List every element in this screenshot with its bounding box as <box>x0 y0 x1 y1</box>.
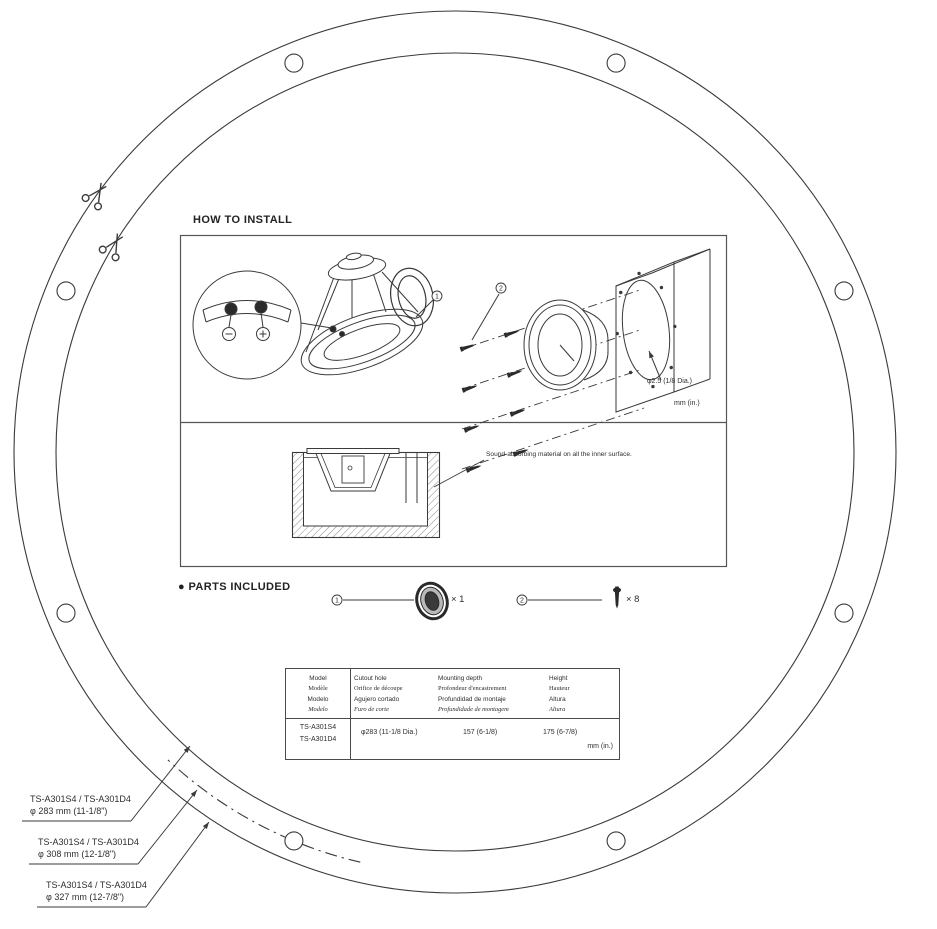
enclosure-illustration <box>293 449 485 538</box>
screw-icon <box>464 423 481 432</box>
part1-marker: 1 <box>335 597 339 605</box>
screw-icon <box>466 463 483 472</box>
outer-cut-circle-327 <box>14 11 896 893</box>
part2-marker: 2 <box>520 597 524 605</box>
bullet-icon: ● <box>178 581 186 593</box>
screw-icon <box>504 328 521 337</box>
pilot-hole-label: φ2.5 (1/8 Dia.) <box>647 378 693 385</box>
install-title: HOW TO INSTALL <box>193 214 293 226</box>
cut-label-model: TS-A301S4 / TS-A301D4 <box>46 880 147 890</box>
parts-title: PARTS INCLUDED <box>188 581 291 593</box>
part1-qty: × 1 <box>451 594 465 605</box>
cut-label-model: TS-A301S4 / TS-A301D4 <box>38 837 139 847</box>
mounting-wall-illustration <box>616 249 710 412</box>
screw-icon <box>460 342 477 351</box>
row-model: TS-A301S4 TS-A301D4 <box>299 724 337 743</box>
cut-label-283 <box>30 793 131 817</box>
cut-label-model: TS-A301S4 / TS-A301D4 <box>30 794 131 804</box>
table-header-divider <box>286 718 619 719</box>
cut-label-308 <box>38 836 139 860</box>
svg-text:1: 1 <box>435 293 439 301</box>
header-model: Model Modèle Modelo Modelo <box>307 675 329 714</box>
header-cutout: Cutout hole Orifice de découpe Agujero cortado Furo de corte <box>354 675 403 714</box>
absorbing-note: Sound-absorbing material on all the inner surface. <box>486 451 632 458</box>
bolt-circle-dashline-308 <box>168 760 360 862</box>
install-step1-marker <box>416 291 442 317</box>
table-units-label: mm (in.) <box>587 743 613 750</box>
spec-table <box>285 668 620 760</box>
parts-included-graphics <box>332 579 621 623</box>
minus-terminal-icon <box>223 328 236 341</box>
row-depth: 157 (6-1/8) <box>463 729 498 736</box>
part2-qty: × 8 <box>626 594 640 605</box>
screw-hole <box>57 282 75 300</box>
cut-label-diameter: φ 327 mm (12-7/8") <box>46 892 125 902</box>
cut-label-327 <box>46 879 147 903</box>
speaker-front-illustration <box>524 300 608 390</box>
screw-hole <box>607 54 625 72</box>
screw-hole <box>285 832 303 850</box>
row-height: 175 (6-7/8) <box>543 729 578 736</box>
screw-part-icon <box>613 587 621 609</box>
cut-label-diameter: φ 283 mm (11-1/8") <box>30 806 108 816</box>
screw-hole <box>285 54 303 72</box>
cut-label-diameter: φ 308 mm (12-1/8") <box>38 849 117 859</box>
screw-hole <box>835 604 853 622</box>
screw-hole <box>57 604 75 622</box>
install-step2-marker <box>472 283 506 340</box>
plus-terminal-icon <box>257 328 270 341</box>
screw-hole <box>607 832 625 850</box>
speaker-rear-illustration <box>293 248 431 388</box>
install-units-label: mm (in.) <box>674 400 700 407</box>
svg-text:2: 2 <box>499 285 503 293</box>
parts-heading <box>178 577 290 595</box>
table-column-divider <box>350 669 351 759</box>
gasket-part-icon <box>412 579 452 623</box>
header-depth: Mounting depth Profondeur d'encastrement Profundidad de montaje Profundidade de montagem <box>438 675 509 714</box>
row-cutout: φ283 (11-1/8 Dia.) <box>361 729 418 736</box>
header-height: Height Hauteur Altura Altura <box>549 675 570 714</box>
screw-hole <box>835 282 853 300</box>
